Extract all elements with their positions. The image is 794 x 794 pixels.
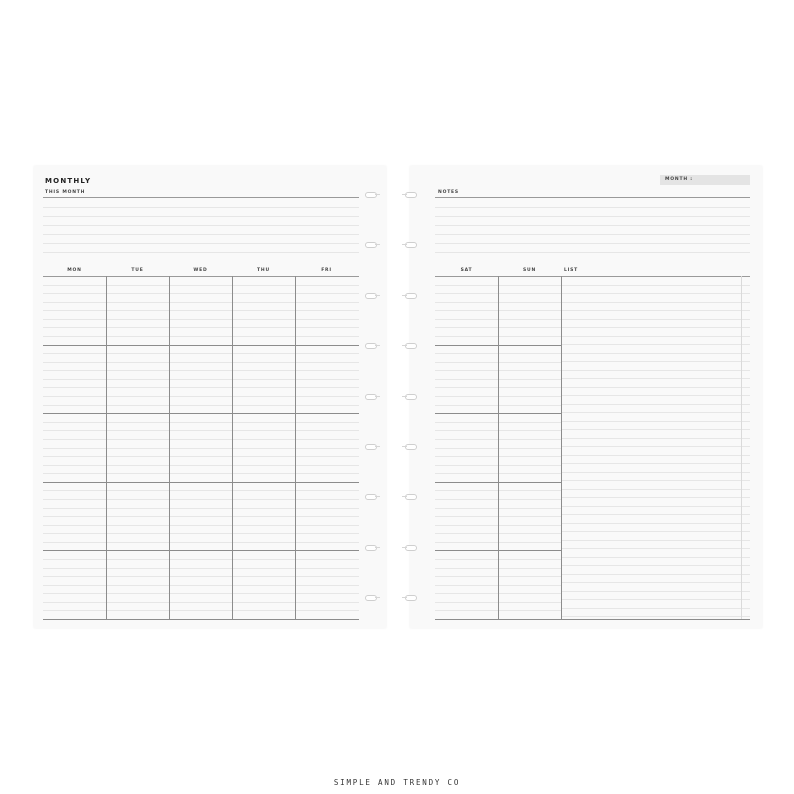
list-line <box>561 489 750 490</box>
list-line <box>561 404 750 405</box>
ruled-line <box>43 379 359 380</box>
disc-hole-icon <box>405 242 417 248</box>
list-line <box>561 608 750 609</box>
list-line <box>561 378 750 379</box>
grid-header-divider <box>435 276 750 277</box>
ruled-line <box>43 387 359 388</box>
list-margin-line <box>741 276 742 619</box>
ruled-line <box>43 430 359 431</box>
list-line <box>561 429 750 430</box>
disc-hole-icon <box>365 595 377 601</box>
list-line <box>561 463 750 464</box>
disc-hole-icon <box>405 192 417 198</box>
disc-hole-icon <box>405 343 417 349</box>
day-header-mon: MON <box>67 268 82 273</box>
list-line <box>561 531 750 532</box>
column-divider <box>169 276 170 619</box>
right-planner-page <box>410 166 762 628</box>
ruled-line <box>43 405 359 406</box>
list-line <box>561 327 750 328</box>
ruled-line <box>43 576 359 577</box>
disc-hole-icon <box>365 293 377 299</box>
ruled-line <box>43 302 359 303</box>
list-line <box>561 540 750 541</box>
week-row-divider <box>43 413 359 414</box>
week-row-divider <box>43 482 359 483</box>
day-header-wed: WED <box>193 268 208 273</box>
list-line <box>561 506 750 507</box>
brand-footer: SIMPLE AND TRENDY CO <box>333 778 461 787</box>
day-header-tue: TUE <box>131 268 144 273</box>
grid-header-divider <box>43 276 359 277</box>
week-row-divider <box>43 619 359 620</box>
ruled-line <box>435 234 750 235</box>
ruled-line <box>43 473 359 474</box>
list-line <box>561 344 750 345</box>
list-line <box>561 395 750 396</box>
list-line <box>561 438 750 439</box>
column-divider <box>295 276 296 619</box>
ruled-line <box>43 516 359 517</box>
ruled-line <box>435 216 750 217</box>
disc-hole-icon <box>405 444 417 450</box>
list-line <box>561 574 750 575</box>
list-line <box>561 455 750 456</box>
ruled-line <box>43 508 359 509</box>
day-header-fri: FRI <box>321 268 332 273</box>
ruled-line <box>435 225 750 226</box>
day-header-sat: SAT <box>460 268 473 273</box>
list-line <box>561 497 750 498</box>
ruled-line <box>43 243 359 244</box>
ruled-line <box>43 353 359 354</box>
list-line <box>561 582 750 583</box>
ruled-line <box>43 525 359 526</box>
disc-hole-icon <box>405 545 417 551</box>
list-line <box>561 319 750 320</box>
list-line <box>561 557 750 558</box>
column-divider <box>232 276 233 619</box>
ruled-line <box>43 336 359 337</box>
ruled-line <box>43 285 359 286</box>
ruled-line <box>43 593 359 594</box>
disc-hole-icon <box>365 545 377 551</box>
ruled-line <box>43 533 359 534</box>
this-month-label: THIS MONTH <box>45 190 86 195</box>
list-line <box>561 591 750 592</box>
list-line <box>561 548 750 549</box>
list-line <box>561 336 750 337</box>
list-line <box>561 514 750 515</box>
list-label: LIST <box>564 268 579 273</box>
list-line <box>561 370 750 371</box>
ruled-line <box>43 559 359 560</box>
list-bottom-border <box>561 619 750 620</box>
ruled-line <box>43 568 359 569</box>
list-line <box>561 285 750 286</box>
ruled-line <box>43 370 359 371</box>
list-line <box>561 599 750 600</box>
ruled-line <box>43 610 359 611</box>
list-line <box>561 302 750 303</box>
ruled-line <box>435 243 750 244</box>
list-line <box>561 480 750 481</box>
ruled-line <box>43 585 359 586</box>
column-divider <box>498 276 499 619</box>
list-line <box>561 310 750 311</box>
ruled-line <box>43 310 359 311</box>
ruled-line <box>43 602 359 603</box>
list-line <box>561 421 750 422</box>
week-row-divider <box>43 345 359 346</box>
list-line <box>561 472 750 473</box>
ruled-line <box>43 439 359 440</box>
column-divider <box>561 276 562 619</box>
ruled-line <box>43 319 359 320</box>
ruled-line <box>43 207 359 208</box>
section-divider <box>435 197 750 198</box>
disc-hole-icon <box>365 494 377 500</box>
ruled-line <box>43 490 359 491</box>
ruled-line <box>43 396 359 397</box>
list-line <box>561 565 750 566</box>
disc-hole-icon <box>405 494 417 500</box>
list-line <box>561 523 750 524</box>
ruled-line <box>43 542 359 543</box>
list-line <box>561 293 750 294</box>
page-title: MONTHLY <box>45 177 92 185</box>
ruled-line <box>435 207 750 208</box>
ruled-line <box>43 327 359 328</box>
notes-label: NOTES <box>438 190 459 195</box>
list-line <box>561 412 750 413</box>
ruled-line <box>435 252 750 253</box>
section-divider <box>43 197 359 198</box>
list-line <box>561 361 750 362</box>
month-field-label: MONTH : <box>665 177 693 182</box>
ruled-line <box>43 456 359 457</box>
ruled-line <box>43 465 359 466</box>
disc-hole-icon <box>405 595 417 601</box>
list-line <box>561 353 750 354</box>
ruled-line <box>43 499 359 500</box>
disc-hole-icon <box>365 444 377 450</box>
ruled-line <box>43 234 359 235</box>
list-line <box>561 446 750 447</box>
left-planner-page <box>34 166 386 628</box>
disc-hole-icon <box>365 394 377 400</box>
week-row-divider <box>43 550 359 551</box>
ruled-line <box>43 252 359 253</box>
day-header-sun: SUN <box>522 268 537 273</box>
ruled-line <box>43 422 359 423</box>
list-line <box>561 387 750 388</box>
list-line <box>561 616 750 617</box>
disc-hole-icon <box>405 394 417 400</box>
ruled-line <box>43 225 359 226</box>
disc-hole-icon <box>365 343 377 349</box>
ruled-line <box>43 216 359 217</box>
column-divider <box>106 276 107 619</box>
ruled-line <box>43 448 359 449</box>
week-row-divider <box>435 619 561 620</box>
disc-hole-icon <box>365 242 377 248</box>
disc-hole-icon <box>405 293 417 299</box>
disc-hole-icon <box>365 192 377 198</box>
day-header-thu: THU <box>257 268 270 273</box>
ruled-line <box>43 362 359 363</box>
ruled-line <box>43 293 359 294</box>
month-field <box>660 175 750 185</box>
